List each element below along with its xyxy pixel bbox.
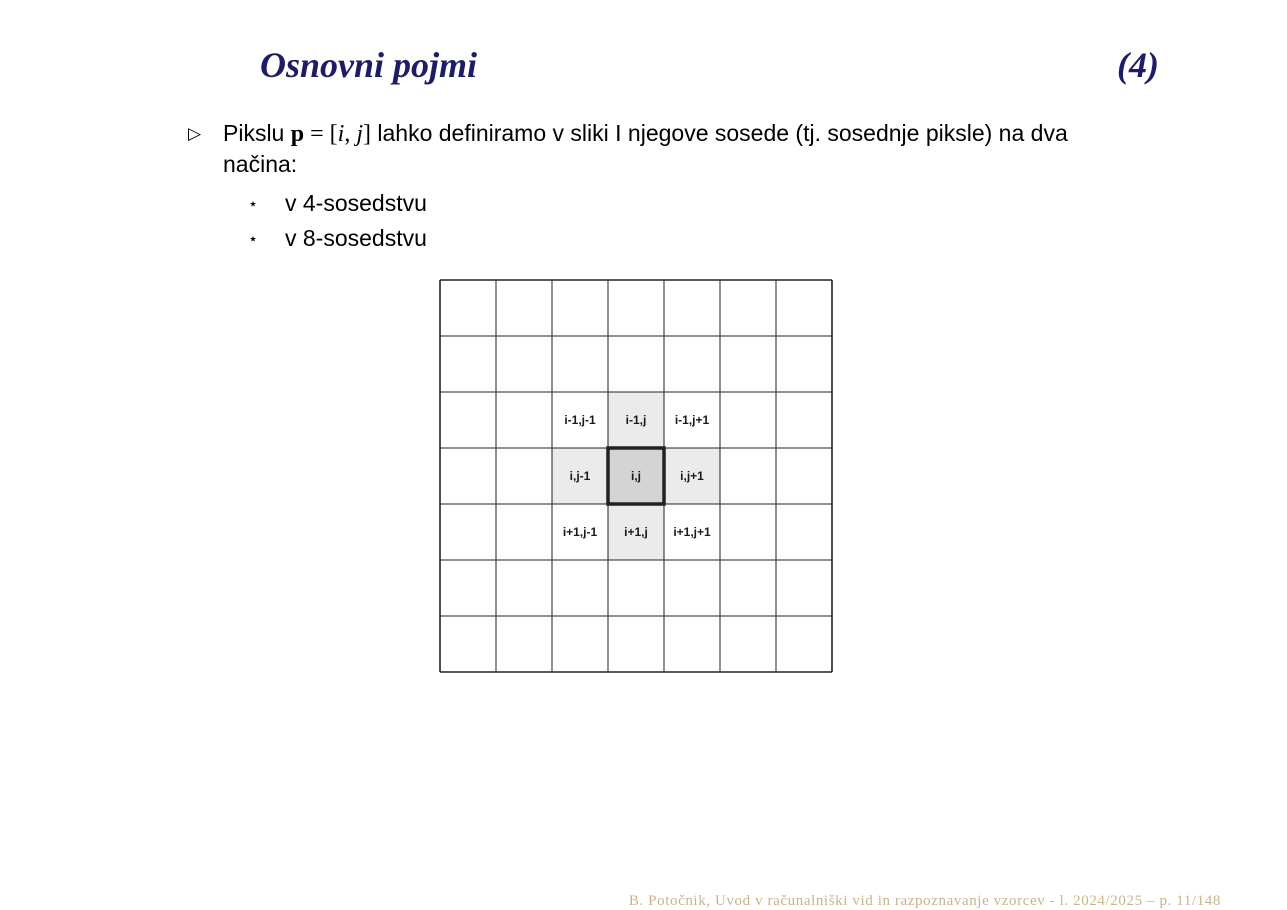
sub-bullet-text: v 4-sosedstvu bbox=[285, 190, 427, 216]
sub-bullet-text: v 8-sosedstvu bbox=[285, 225, 427, 251]
slide-title: Osnovni pojmi bbox=[260, 45, 478, 85]
text-before-math: Pikslu bbox=[223, 120, 291, 146]
star-icon: ⋆ bbox=[248, 231, 259, 248]
math-p: p bbox=[290, 121, 305, 147]
cell-label: i,j-1 bbox=[569, 469, 591, 483]
cell-label: i+1,j+1 bbox=[673, 525, 711, 539]
math-equals: = [ bbox=[304, 121, 338, 147]
math-expression bbox=[291, 121, 371, 147]
math-comma: , bbox=[344, 121, 357, 147]
slide-number: (4) bbox=[1117, 45, 1159, 85]
math-i: i bbox=[337, 121, 345, 147]
footer: B. Potočnik, Uvod v računalniški vid in razpoznavanje vzorcev - l. 2024/2025 – p. 11/148 bbox=[628, 893, 1221, 909]
main-bullet-text bbox=[223, 118, 1123, 179]
text-after-math: lahko definiramo v sliki I njegove sosede (tj. sosednje piksle) na dva načina: bbox=[223, 120, 1068, 177]
cell-label: i-1,j+1 bbox=[674, 413, 710, 427]
math-j: j bbox=[356, 121, 363, 147]
triangle-right-icon: ▷ bbox=[188, 124, 202, 143]
cell-label: i,j bbox=[630, 469, 642, 483]
cell-label: i+1,j bbox=[624, 525, 648, 539]
pixel-neighborhood-grid bbox=[438, 278, 838, 678]
star-icon: ⋆ bbox=[248, 196, 259, 213]
cell-label: i+1,j-1 bbox=[562, 525, 598, 539]
cell-label: i,j+1 bbox=[680, 469, 704, 483]
math-close: ] bbox=[362, 121, 371, 147]
cell-label: i-1,j bbox=[625, 413, 647, 427]
cell-label: i-1,j-1 bbox=[564, 413, 596, 427]
